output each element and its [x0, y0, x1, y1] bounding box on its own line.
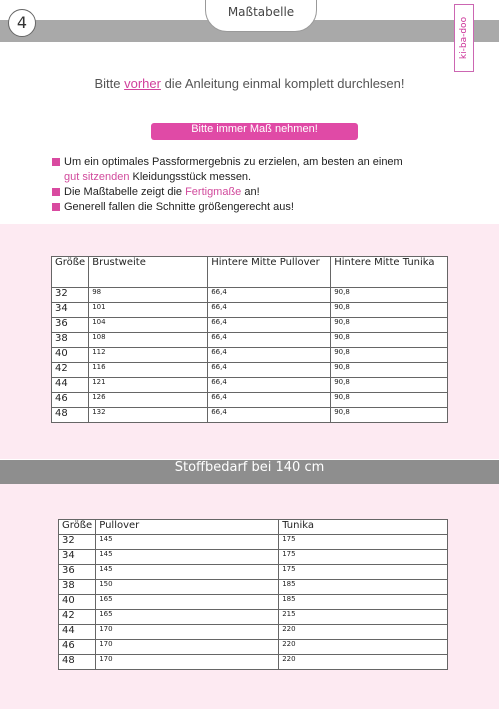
column-header: Hintere Mitte Pullover [208, 257, 331, 288]
value-cell: 175 [279, 535, 448, 550]
brand-logo [454, 4, 474, 72]
size-cell: 42 [52, 363, 89, 378]
value-cell: 121 [89, 378, 208, 393]
intro-text [0, 76, 499, 91]
column-header: Brustweite [89, 257, 208, 288]
bullet-text: Generell fallen die Schnitte größengerecht aus! [64, 201, 294, 213]
table-row [52, 318, 448, 333]
table-body [59, 535, 448, 670]
value-cell: 98 [89, 288, 208, 303]
value-cell: 175 [279, 550, 448, 565]
value-cell: 165 [96, 595, 279, 610]
column-header: Hintere Mitte Tunika [331, 257, 448, 288]
size-cell: 32 [59, 535, 96, 550]
value-cell: 90,8 [331, 408, 448, 423]
page-title: Maßtabelle [205, 0, 317, 32]
intro-highlight: vorher [124, 76, 161, 91]
size-table [51, 256, 448, 423]
table-row [52, 333, 448, 348]
column-header: Größe [52, 257, 89, 288]
table-row [52, 378, 448, 393]
value-cell: 185 [279, 595, 448, 610]
bullet-square-icon [52, 188, 60, 196]
table-row [59, 625, 448, 640]
value-cell: 220 [279, 655, 448, 670]
table-row [52, 363, 448, 378]
value-cell: 90,8 [331, 333, 448, 348]
value-cell: 145 [96, 565, 279, 580]
bullet-text: Kleidungsstück messen. [129, 171, 252, 183]
value-cell: 90,8 [331, 378, 448, 393]
table-row [59, 550, 448, 565]
size-cell: 46 [52, 393, 89, 408]
table-row [59, 595, 448, 610]
value-cell: 66,4 [208, 288, 331, 303]
size-cell: 34 [52, 303, 89, 318]
value-cell: 112 [89, 348, 208, 363]
value-cell: 90,8 [331, 303, 448, 318]
size-cell: 36 [52, 318, 89, 333]
value-cell: 175 [279, 565, 448, 580]
value-cell: 170 [96, 655, 279, 670]
table-row [52, 288, 448, 303]
value-cell: 66,4 [208, 303, 331, 318]
bullet-highlight: gut sitzenden [64, 171, 130, 183]
measure-banner: Bitte immer Maß nehmen! [151, 123, 358, 140]
bullet-square-icon [52, 158, 60, 166]
value-cell: 220 [279, 625, 448, 640]
size-cell: 40 [59, 595, 96, 610]
size-cell: 40 [52, 348, 89, 363]
size-cell: 48 [52, 408, 89, 423]
table-row [52, 348, 448, 363]
table-header-row [59, 520, 448, 535]
bullet-item [52, 155, 403, 170]
column-header: Tunika [279, 520, 448, 535]
bullet-item [52, 185, 403, 200]
size-cell: 46 [59, 640, 96, 655]
table-row [59, 640, 448, 655]
table-body [52, 288, 448, 423]
table-row [52, 393, 448, 408]
value-cell: 66,4 [208, 363, 331, 378]
value-cell: 145 [96, 550, 279, 565]
value-cell: 104 [89, 318, 208, 333]
page-number: 4 [8, 9, 36, 37]
fabric-table [58, 519, 448, 670]
bullet-square-icon [52, 203, 60, 211]
table-row [52, 303, 448, 318]
value-cell: 66,4 [208, 393, 331, 408]
size-cell: 32 [52, 288, 89, 303]
size-cell: 44 [52, 378, 89, 393]
bullet-item [52, 200, 403, 215]
table-row [59, 565, 448, 580]
intro-before: Bitte [94, 76, 125, 91]
brand-logo-text: ki-ba-doo [459, 16, 469, 60]
value-cell: 185 [279, 580, 448, 595]
table-row [59, 535, 448, 550]
size-cell: 44 [59, 625, 96, 640]
bullet-text: an! [241, 186, 260, 198]
value-cell: 90,8 [331, 318, 448, 333]
table-header-row [52, 257, 448, 288]
value-cell: 170 [96, 625, 279, 640]
value-cell: 150 [96, 580, 279, 595]
size-cell: 42 [59, 610, 96, 625]
value-cell: 145 [96, 535, 279, 550]
value-cell: 170 [96, 640, 279, 655]
size-cell: 38 [52, 333, 89, 348]
value-cell: 215 [279, 610, 448, 625]
size-cell: 34 [59, 550, 96, 565]
value-cell: 108 [89, 333, 208, 348]
bullet-highlight: Fertigmaße [185, 186, 242, 198]
value-cell: 90,8 [331, 393, 448, 408]
size-cell: 48 [59, 655, 96, 670]
value-cell: 90,8 [331, 348, 448, 363]
value-cell: 90,8 [331, 363, 448, 378]
bullet-list [52, 155, 403, 215]
bullet-text: Um ein optimales Passformergebnis zu erzielen, am besten an einem [64, 156, 403, 168]
bullet-continuation [52, 170, 403, 185]
value-cell: 66,4 [208, 348, 331, 363]
intro-after: die Anleitung einmal komplett durchlesen! [160, 76, 405, 91]
table-row [59, 580, 448, 595]
column-header: Pullover [96, 520, 279, 535]
table-row [59, 655, 448, 670]
value-cell: 165 [96, 610, 279, 625]
value-cell: 132 [89, 408, 208, 423]
table-row [59, 610, 448, 625]
value-cell: 126 [89, 393, 208, 408]
value-cell: 66,4 [208, 378, 331, 393]
value-cell: 66,4 [208, 333, 331, 348]
value-cell: 101 [89, 303, 208, 318]
bullet-text: Die Maßtabelle zeigt die [64, 186, 186, 198]
section-heading-fabric: Stoffbedarf bei 140 cm [0, 460, 499, 484]
column-header: Größe [59, 520, 96, 535]
size-cell: 38 [59, 580, 96, 595]
value-cell: 66,4 [208, 408, 331, 423]
value-cell: 220 [279, 640, 448, 655]
value-cell: 90,8 [331, 288, 448, 303]
table-row [52, 408, 448, 423]
size-cell: 36 [59, 565, 96, 580]
value-cell: 116 [89, 363, 208, 378]
value-cell: 66,4 [208, 318, 331, 333]
